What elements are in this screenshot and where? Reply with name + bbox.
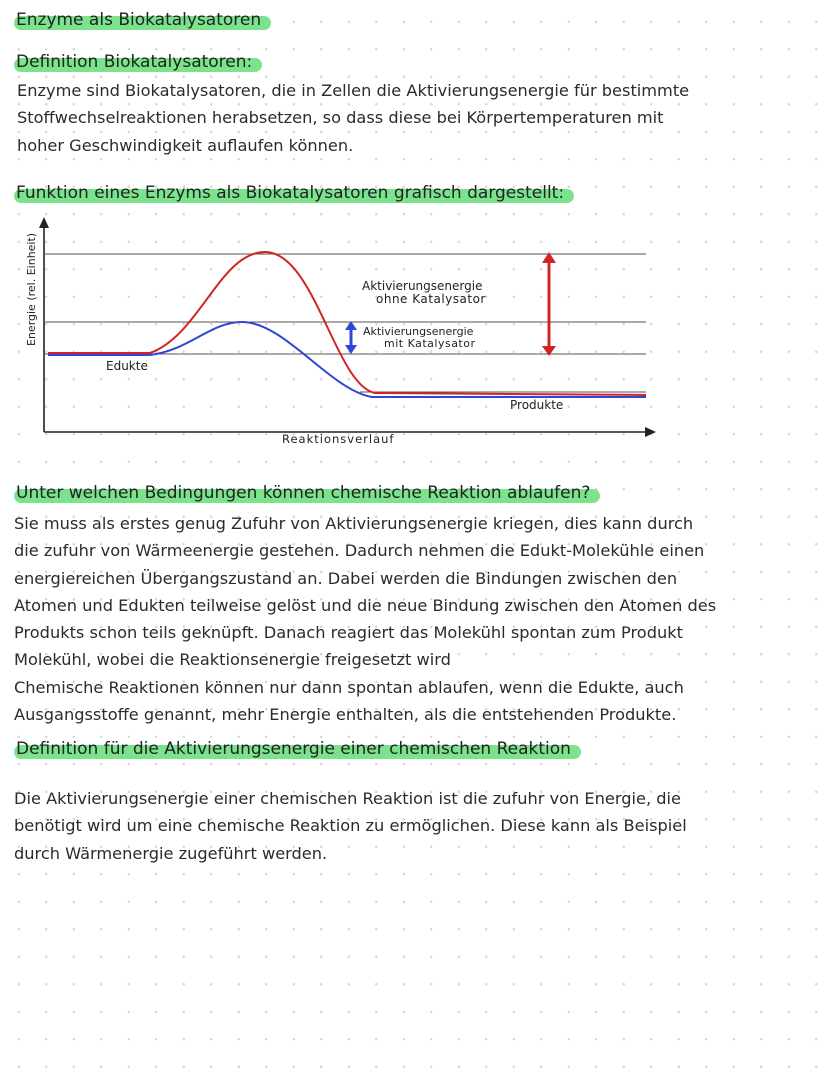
x-axis-arrow <box>645 427 656 437</box>
conditions-line: Ausgangsstoffe genannt, mehr Energie enthalten, als die entstehenden Produkte. <box>14 705 677 725</box>
definition-heading: Definition Biokatalysatoren: <box>14 51 262 73</box>
conditions-text <box>14 510 716 728</box>
conditions-line: Chemische Reaktionen können nur dann spontan ablaufen, wenn die Edukte, auch <box>14 677 684 697</box>
graph-heading: Funktion eines Enzyms als Biokatalysatoren grafisch dargestellt: <box>14 182 574 204</box>
definition-line: Enzyme sind Biokatalysatoren, die in Zellen die Aktivierungsenergie für bestimmte <box>17 81 690 100</box>
conditions-line: die zufuhr von Wärmeenergie gestehen. Dadurch nehmen die Edukt-Molekühle einen <box>14 541 705 561</box>
ea-without-label-1: Aktivierungsenergie <box>362 279 483 293</box>
produkte-label: Produkte <box>510 398 564 412</box>
definition-line: hoher Geschwindigkeit auflaufen können. <box>17 135 354 155</box>
activation-line: Die Aktivierungsenergie einer chemischen Reaktion ist die zufuhr von Energie, die <box>14 789 681 808</box>
definition-text <box>17 77 689 159</box>
page-title: Enzyme als Biokatalysatoren <box>14 9 271 31</box>
edukte-label: Edukte <box>106 359 148 373</box>
activation-line: durch Wärmenergie zugeführt werden. <box>14 843 328 863</box>
conditions-heading: Unter welchen Bedingungen können chemische Reaktion ablaufen? <box>14 482 600 504</box>
activation-line: benötigt wird um eine chemische Reaktion zu ermöglichen. Diese kann als Beispiel <box>14 816 687 836</box>
ea-with-arrow-head-down <box>345 345 357 354</box>
x-axis-label: Reaktionsverlauf <box>282 432 395 446</box>
conditions-line: energiereichen Übergangszustand an. Dabei werden die Bindungen zwischen den <box>14 568 678 588</box>
conditions-line: Molekühl, wobei die Reaktionsenergie freigesetzt wird <box>14 650 451 670</box>
conditions-line: Sie muss als erstes genug Zufuhr von Aktivierungsenergie kriegen, dies kann durch <box>14 514 694 533</box>
activation-heading: Definition für die Aktivierungsenergie einer chemischen Reaktion <box>14 738 581 760</box>
ea-without-label-2: ohne Katalysator <box>376 292 486 306</box>
ea-with-label-1: Aktivierungsenergie <box>363 325 474 338</box>
ea-with-label-2: mit Katalysator <box>384 337 476 350</box>
curve-without-catalyst <box>48 252 646 395</box>
definition-line: Stoffwechselreaktionen herabsetzen, so dass diese bei Körpertemperaturen mit <box>17 108 664 128</box>
y-axis-arrow <box>39 217 49 228</box>
energy-diagram <box>0 210 828 460</box>
y-axis-label: Energie (rel. Einheit) <box>25 232 38 346</box>
conditions-line: Atomen und Edukten teilweise gelöst und die neue Bindung zwischen den Atomen des <box>14 595 717 615</box>
activation-text <box>14 785 687 867</box>
conditions-line: Produkts schon teils geknüpft. Danach reagiert das Molekühl spontan zum Produkt <box>14 623 683 643</box>
